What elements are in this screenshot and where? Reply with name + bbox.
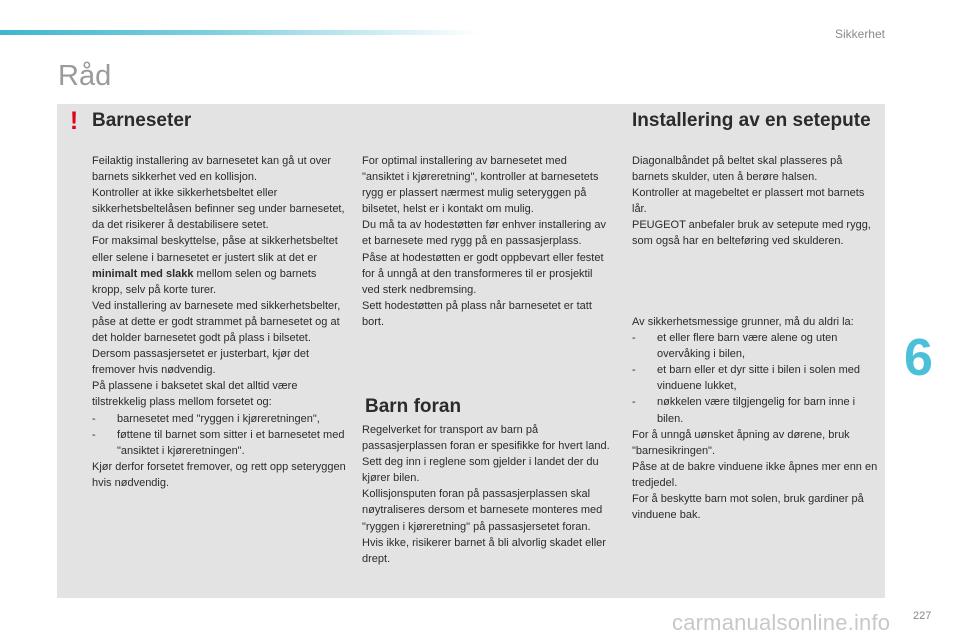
chapter-number: 6 bbox=[904, 329, 933, 387]
paragraph: Kontroller at magebeltet er plassert mot barnets lår. bbox=[632, 187, 865, 216]
paragraph: På plassene i baksetet skal det alltid være tilstrekkelig plass mellom forsetet og: bbox=[92, 380, 298, 409]
list-item-text: et eller flere barn være alene og uten overvåking i bilen, bbox=[657, 332, 838, 361]
list-item: - et barn eller et dyr sitte i bilen i solen med vinduene lukket, bbox=[632, 364, 860, 393]
paragraph: Kjør derfor forsetet fremover, og rett opp seteryggen hvis nødvendig. bbox=[92, 460, 346, 489]
list-item-text: barnesetet med "ryggen i kjøreretningen", bbox=[117, 412, 320, 425]
warning-icon: ! bbox=[69, 107, 79, 135]
list-item-text: føttene til barnet som sitter i et barnesetet med "ansiktet i kjøreretningen". bbox=[117, 428, 345, 457]
paragraph: Du må ta av hodestøtten før enhver installering av et barnesete med rygg på en passasjerplass. bbox=[362, 219, 606, 248]
heading-barn-foran: Barn foran bbox=[365, 396, 462, 417]
section-title: Sikkerhet bbox=[834, 27, 885, 41]
list-item: - nøkkelen være tilgjengelig for barn inne i bilen. bbox=[632, 396, 856, 425]
paragraph: Påse at de bakre vinduene ikke åpnes mer enn en tredjedel. bbox=[632, 460, 878, 489]
paragraph: Regelverket for transport av barn på passasjerplassen foran er spesifikke for hvert land. Sett deg inn i reglene som gjelder i landet der du kjører bilen. bbox=[362, 424, 610, 485]
paragraph: Av sikkerhetsmessige grunner, må du aldri la: bbox=[632, 316, 854, 328]
column-barn-foran bbox=[362, 422, 614, 567]
column-setepute bbox=[632, 153, 880, 250]
list-item-text: nøkkelen være tilgjengelig for barn inne i bilen. bbox=[657, 396, 856, 425]
paragraph: Sett hodestøtten på plass når barnesetet er tatt bort. bbox=[362, 299, 592, 328]
paragraph: PEUGEOT anbefaler bruk av setepute med rygg, som også har en belteføring ved skulderen. bbox=[632, 219, 871, 248]
list-item: - føttene til barnet som sitter i et barnesetet med "ansiktet i kjøreretningen". bbox=[92, 428, 345, 457]
paragraph: For å beskytte barn mot solen, bruk gardiner på vinduene bak. bbox=[632, 493, 864, 522]
watermark: carmanualsonline.info bbox=[672, 610, 891, 635]
paragraph: For å unngå uønsket åpning av dørene, bruk "barnesikringen". bbox=[632, 428, 850, 457]
page-number: 227 bbox=[913, 610, 932, 622]
heading-setepute: Installering av en setepute bbox=[632, 110, 871, 131]
paragraph: For optimal installering av barnesetet med "ansiktet i kjøreretning", kontroller at barnesetets rygg er plassert nærmest mulig seteryggen på bilsetet, helst er i kontakt om mulig. bbox=[362, 155, 599, 216]
bold-text: minimalt med slakk bbox=[92, 267, 194, 280]
paragraph: Feilaktig installering av barnesetet kan gå ut over barnets sikkerhet ved en kollisjon. bbox=[92, 155, 332, 184]
page-title: Råd bbox=[58, 60, 112, 92]
paragraph: Ved installering av barnesete med sikkerhetsbelter, påse at dette er godt strammet på barnesetet og at det holder barnesetet godt på plass i bilsetet. Dersom passasjersetet er justerbart, kjør det fremover hvis nødvendig. bbox=[92, 299, 341, 377]
paragraph bbox=[92, 233, 347, 297]
paragraph: Diagonalbåndet på beltet skal plasseres på barnets skulder, uten å berøre halsen. bbox=[632, 155, 843, 184]
text-run: mellom selen og barnets kropp, selv på korte turer. bbox=[92, 267, 317, 296]
text-run: For maksimal beskyttelse, påse at sikkerhetsbeltet eller selene i barnesetet er justert slik at det er bbox=[92, 235, 338, 264]
column-barneseter bbox=[92, 153, 347, 491]
paragraph: Kontroller at ikke sikkerhetsbeltet eller sikkerhetsbeltelåsen befinner seg under barnesetet, da det risikerer å destabilisere setet. bbox=[92, 187, 345, 232]
column-sikkerhet bbox=[632, 314, 880, 523]
list-item-text: et barn eller et dyr sitte i bilen i solen med vinduene lukket, bbox=[657, 364, 860, 393]
header-accent-bar bbox=[0, 30, 480, 35]
list-item: - et eller flere barn være alene og uten overvåking i bilen, bbox=[632, 332, 838, 361]
heading-barneseter: Barneseter bbox=[92, 110, 192, 131]
column-middle bbox=[362, 153, 607, 330]
paragraph: Påse at hodestøtten er godt oppbevart eller festet for å unngå at den transformeres til er prosjektil ved sterk nedbremsing. bbox=[362, 251, 604, 296]
list-item: - barnesetet med "ryggen i kjøreretningen", bbox=[92, 412, 320, 425]
paragraph: Kollisjonsputen foran på passasjerplassen skal nøytraliseres dersom et barnesete monteres med "ryggen i kjøreretning" på passasjersetet foran. Hvis ikke, risikerer barnet å bli alvorlig skadet eller drept. bbox=[362, 488, 606, 565]
